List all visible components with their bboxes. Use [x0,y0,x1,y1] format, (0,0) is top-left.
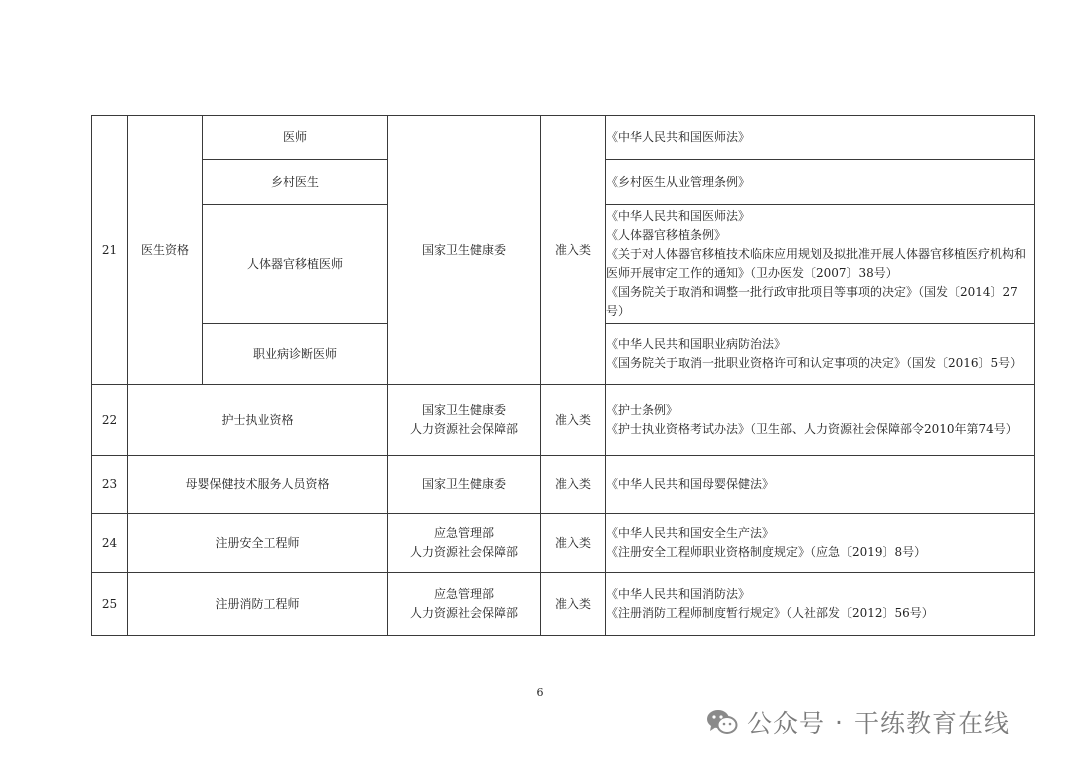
sub-qualification-name: 职业病诊断医师 [203,324,388,385]
sub-qualification-name: 人体器官移植医师 [203,205,388,324]
department [388,456,541,514]
watermark [706,704,1010,740]
legal-basis [606,573,1035,636]
sub-qualification-name: 乡村医生 [203,160,388,205]
department-line: 国家卫生健康委 [421,403,506,417]
qualification-category: 医生资格 [128,116,203,385]
qualification-name: 注册安全工程师 [128,514,388,573]
basis-line: 《国务院关于取消和调整一批行政审批项目等事项的决定》（国发〔2014〕27号） [606,285,1018,318]
row-number: 21 [92,116,128,385]
basis-line: 《中华人民共和国母婴保健法》 [606,477,775,491]
department-line: 人力资源社会保障部 [409,422,518,436]
table-row [92,116,1035,160]
basis-line: 《国务院关于取消一批职业资格许可和认定事项的决定》（国发〔2016〕5号） [606,356,1023,370]
row-number: 24 [92,514,128,573]
basis-line: 《护士执业资格考试办法》（卫生部、人力资源社会保障部令2010年第74号） [606,422,1018,436]
legal-basis [606,205,1035,324]
qualification-type: 准入类 [541,385,606,456]
department [388,573,541,636]
department [388,514,541,573]
table-row [92,385,1035,456]
table-row [92,514,1035,573]
qualification-table [91,115,1035,636]
basis-line: 《人体器官移植条例》 [606,228,727,242]
sub-qualification-name: 医师 [203,116,388,160]
legal-basis [606,324,1035,385]
qualification-type: 准入类 [541,456,606,514]
basis-line: 《中华人民共和国职业病防治法》 [606,337,787,351]
legal-basis [606,116,1035,160]
qualification-name: 注册消防工程师 [128,573,388,636]
watermark-account-name: 干练教育在线 [853,709,1010,738]
basis-line: 《关于对人体器官移植技术临床应用规划及拟批准开展人体器官移植医疗机构和医师开展审定工作的通知》（卫办医发〔2007〕38号） [606,247,1027,280]
watermark-separator: · [835,707,844,737]
basis-line: 《中华人民共和国医师法》 [606,209,751,223]
row-number: 25 [92,573,128,636]
legal-basis [606,514,1035,573]
row-number: 23 [92,456,128,514]
table-row [92,573,1035,636]
department-line: 应急管理部 [433,526,494,540]
department: 国家卫生健康委 [388,116,541,385]
qualification-name: 母婴保健技术服务人员资格 [128,456,388,514]
department-line: 国家卫生健康委 [421,477,506,491]
department-line: 人力资源社会保障部 [409,606,518,620]
basis-line: 《护士条例》 [606,403,679,417]
legal-basis [606,160,1035,205]
qualification-type: 准入类 [541,116,606,385]
basis-line: 《乡村医生从业管理条例》 [606,174,751,189]
row-number: 22 [92,385,128,456]
department-line: 人力资源社会保障部 [409,545,518,559]
watermark-prefix: 公众号 [747,709,826,738]
basis-line: 《中华人民共和国医师法》 [606,130,751,144]
department [388,385,541,456]
qualification-type: 准入类 [541,573,606,636]
wechat-icon [706,708,738,736]
department-line: 应急管理部 [433,587,494,601]
table-row [92,456,1035,514]
qualification-name: 护士执业资格 [128,385,388,456]
legal-basis [606,385,1035,456]
basis-line: 《注册安全工程师职业资格制度规定》（应急〔2019〕8号） [606,545,927,559]
legal-basis [606,456,1035,514]
qualification-type: 准入类 [541,514,606,573]
page-number: 6 [536,686,544,699]
basis-line: 《中华人民共和国消防法》 [606,587,751,601]
basis-line: 《中华人民共和国安全生产法》 [606,526,775,540]
basis-line: 《注册消防工程师制度暂行规定》（人社部发〔2012〕56号） [606,606,934,620]
